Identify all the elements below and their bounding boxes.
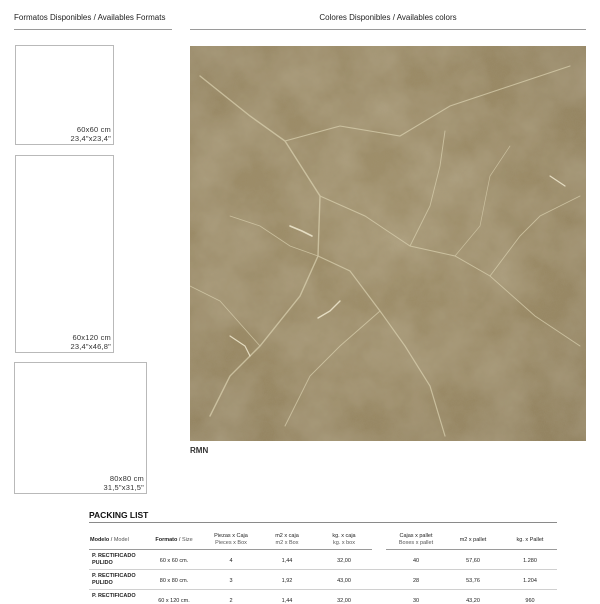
table-cell-kg-pallet: 1.204 xyxy=(523,578,537,584)
format-inches-label: 31,5"x31,5" xyxy=(103,483,144,492)
table-cell-boxes-pallet: 30 xyxy=(412,598,420,604)
table-row-model: P. RECTIFICADO PULIDO xyxy=(92,573,136,586)
format-inches-label: 23,4"x23,4" xyxy=(70,134,111,143)
colors-divider xyxy=(190,29,586,30)
table-cell-kg-pallet: 960 xyxy=(525,598,535,604)
col-header-m2-pallet: m2 x pallet xyxy=(459,537,487,543)
colors-header: Colores Disponibles / Availables colors xyxy=(319,13,457,22)
color-code-label: RMN xyxy=(190,446,209,455)
format-60x60 xyxy=(15,45,114,145)
col-header-size: Formato / Size xyxy=(155,537,193,543)
packing-list-divider xyxy=(89,522,557,523)
table-cell-m2-pallet: 57,60 xyxy=(466,558,480,564)
format-80x80 xyxy=(14,362,147,494)
packing-list-title: PACKING LIST xyxy=(89,510,149,520)
table-row-model: P. RECTIFICADO PULIDO xyxy=(92,553,136,566)
col-header-kg-box: kg. x caja kg. x box xyxy=(332,533,356,546)
table-cell-pieces: 4 xyxy=(229,558,233,564)
table-cell-m2-pallet: 43,20 xyxy=(466,598,480,604)
table-cell-kg-pallet: 1.280 xyxy=(523,558,537,564)
color-swatch-image xyxy=(190,46,586,441)
col-header-pieces: Piezas x Caja Pieces x Box xyxy=(214,533,248,546)
table-cell-kg-box: 32,00 xyxy=(337,558,351,564)
table-cell-m2-box: 1,44 xyxy=(281,558,293,564)
table-cell-pieces: 3 xyxy=(229,578,233,584)
table-row-model: P. RECTIFICADO xyxy=(92,593,136,599)
table-header-rule-box xyxy=(89,549,372,550)
marble-grain xyxy=(190,46,586,441)
table-header-rule-pallet xyxy=(386,549,557,550)
format-size-label: 60x120 cm xyxy=(72,333,111,342)
format-60x120 xyxy=(15,155,114,353)
table-cell-m2-box: 1,44 xyxy=(281,598,293,604)
format-size-label: 80x80 cm xyxy=(109,474,144,483)
table-cell-size: 60 x 120 cm. xyxy=(158,598,190,604)
table-row-divider xyxy=(89,589,557,590)
table-row-divider xyxy=(89,569,557,570)
format-inches-label: 23,4"x46,8" xyxy=(70,342,111,351)
table-cell-size: 80 x 80 cm. xyxy=(159,578,189,584)
formats-divider xyxy=(14,29,172,30)
col-header-boxes-pallet: Cajas x pallet Boxes x pallet xyxy=(398,533,434,546)
table-cell-pieces: 2 xyxy=(229,598,233,604)
col-header-model: Modelo / Model xyxy=(90,537,129,543)
table-cell-m2-box: 1,92 xyxy=(281,578,293,584)
col-header-kg-pallet: kg. x Pallet xyxy=(516,537,544,543)
col-header-m2-box: m2 x caja m2 x Box xyxy=(275,533,299,546)
table-cell-size: 60 x 60 cm. xyxy=(159,558,189,564)
table-cell-boxes-pallet: 28 xyxy=(412,578,420,584)
table-cell-kg-box: 32,00 xyxy=(337,598,351,604)
format-size-label: 60x60 cm xyxy=(76,125,111,134)
formats-header: Formatos Disponibles / Availables Formats xyxy=(14,13,166,22)
table-cell-boxes-pallet: 40 xyxy=(412,558,420,564)
table-cell-m2-pallet: 53,76 xyxy=(466,578,480,584)
table-cell-kg-box: 43,00 xyxy=(337,578,351,584)
